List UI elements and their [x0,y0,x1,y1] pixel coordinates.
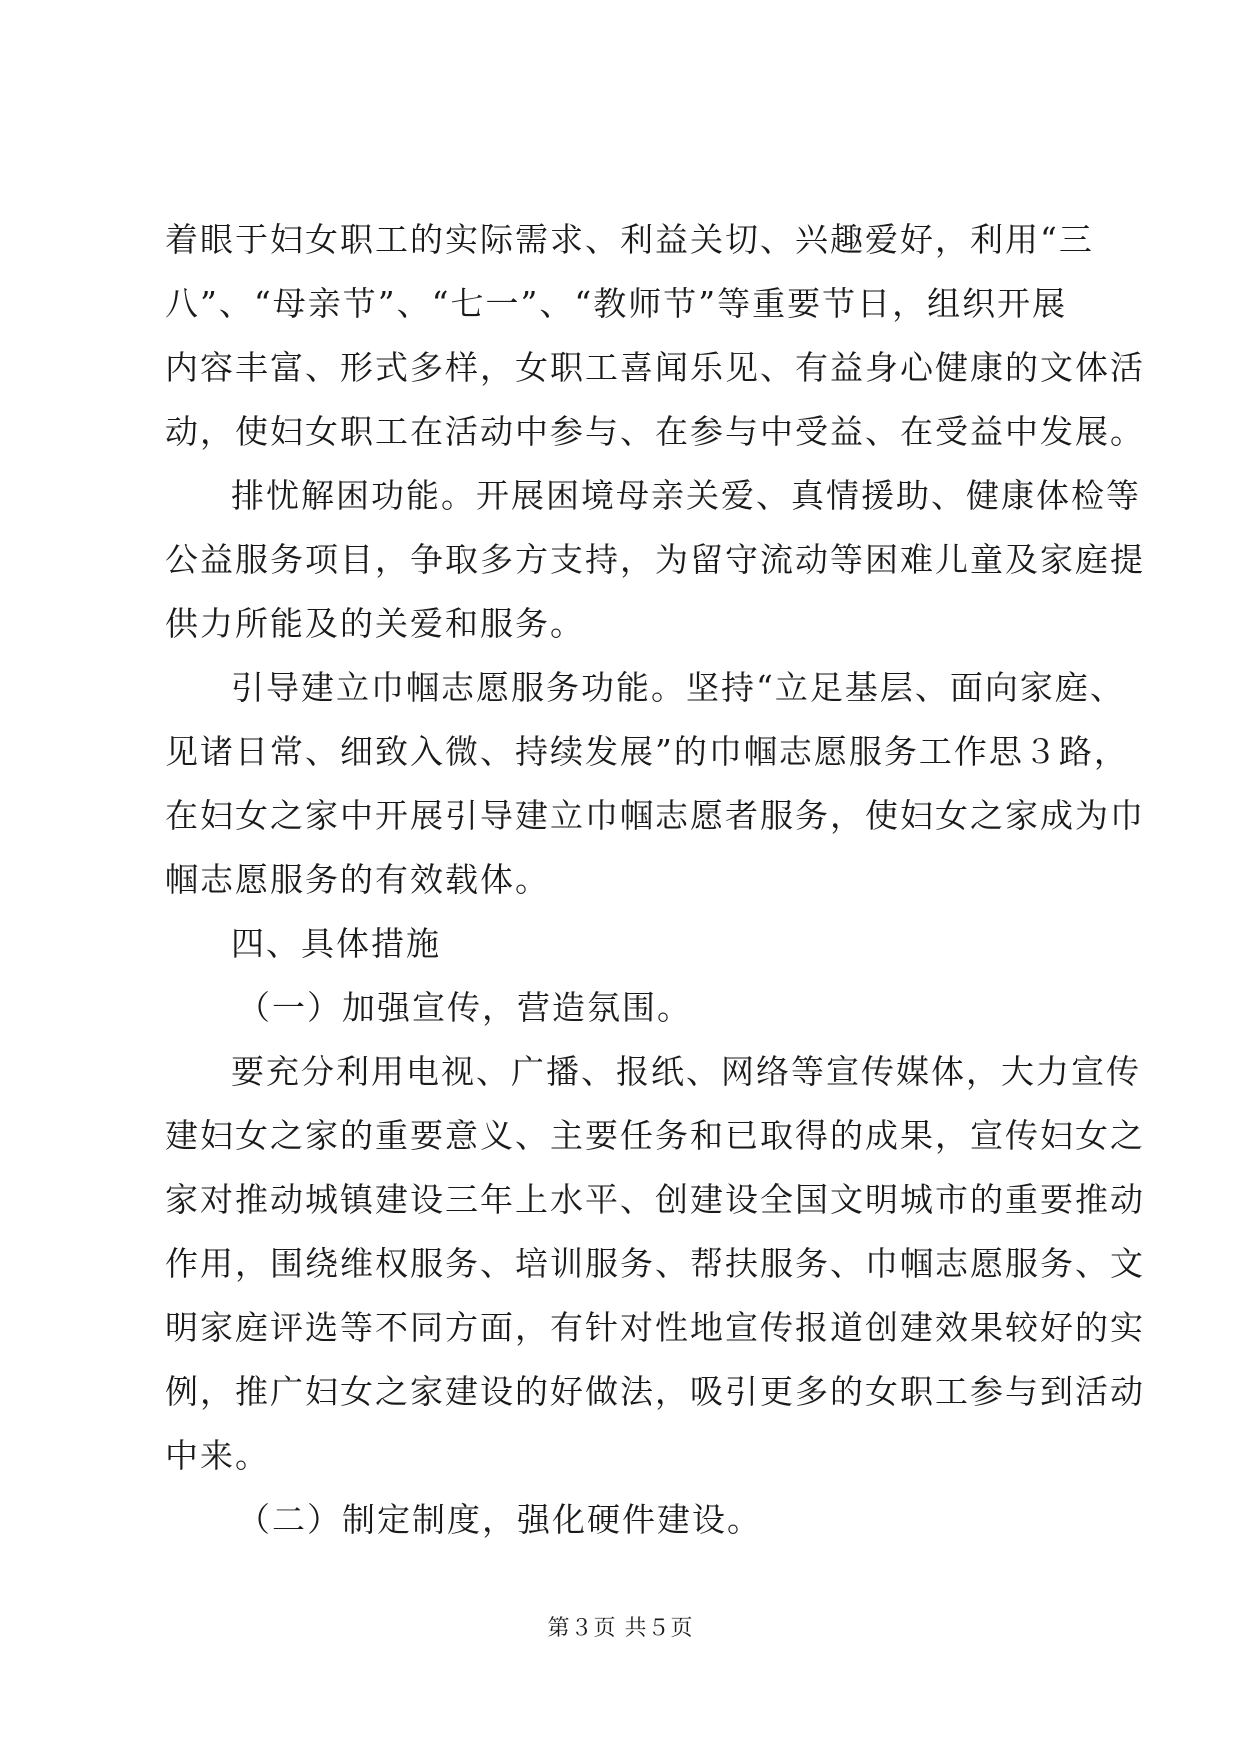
subsection-heading: （一）加强宣传，营造氛围。 [237,988,692,1027]
text-line: 例，推广妇女之家建设的好做法，吸引更多的女职工参与到活动 [165,1372,1145,1411]
text-line: 明家庭评选等不同方面，有针对性地宣传报道创建效果较好的实 [165,1308,1145,1347]
text-line: 在妇女之家中开展引导建立巾帼志愿者服务，使妇女之家成为巾 [165,796,1145,835]
section-heading: 四、具体措施 [231,924,441,963]
text-line: 作用，围绕维权服务、培训服务、帮扶服务、巾帼志愿服务、文 [165,1244,1145,1283]
body-text [165,208,1145,1552]
page-footer [0,1614,1241,1644]
text-line: 着眼于妇女职工的实际需求、利益关切、兴趣爱好，利用“三 [165,220,1094,259]
text-line: 动，使妇女职工在活动中参与、在参与中受益、在受益中发展。 [165,412,1145,451]
text-line: 中来。 [165,1436,270,1475]
text-line: 公益服务项目，争取多方支持，为留守流动等困难儿童及家庭提 [165,540,1145,579]
paragraph-start: 排忧解困功能。开展困境母亲关爱、真情援助、健康体检等 [231,476,1141,515]
text-line: 八”、“母亲节”、“七一”、“教师节”等重要节日，组织开展 [165,284,1068,323]
text-line: 见诸日常、细致入微、持续发展”的巾帼志愿服务工作思３路， [165,732,1129,771]
paragraph-start: 要充分利用电视、广播、报纸、网络等宣传媒体，大力宣传 [231,1052,1141,1091]
subsection-heading: （二）制定制度，强化硬件建设。 [237,1500,762,1539]
page-number: 第３页 共５页 [547,1616,694,1641]
text-line: 供力所能及的关爱和服务。 [165,604,585,643]
text-line: 家对推动城镇建设三年上水平、创建设全国文明城市的重要推动 [165,1180,1145,1219]
paragraph-start: 引导建立巾帼志愿服务功能。坚持“立足基层、面向家庭、 [231,668,1125,707]
text-line: 内容丰富、形式多样，女职工喜闻乐见、有益身心健康的文体活 [165,348,1145,387]
text-line: 帼志愿服务的有效载体。 [165,860,550,899]
text-line: 建妇女之家的重要意义、主要任务和已取得的成果，宣传妇女之 [165,1116,1145,1155]
